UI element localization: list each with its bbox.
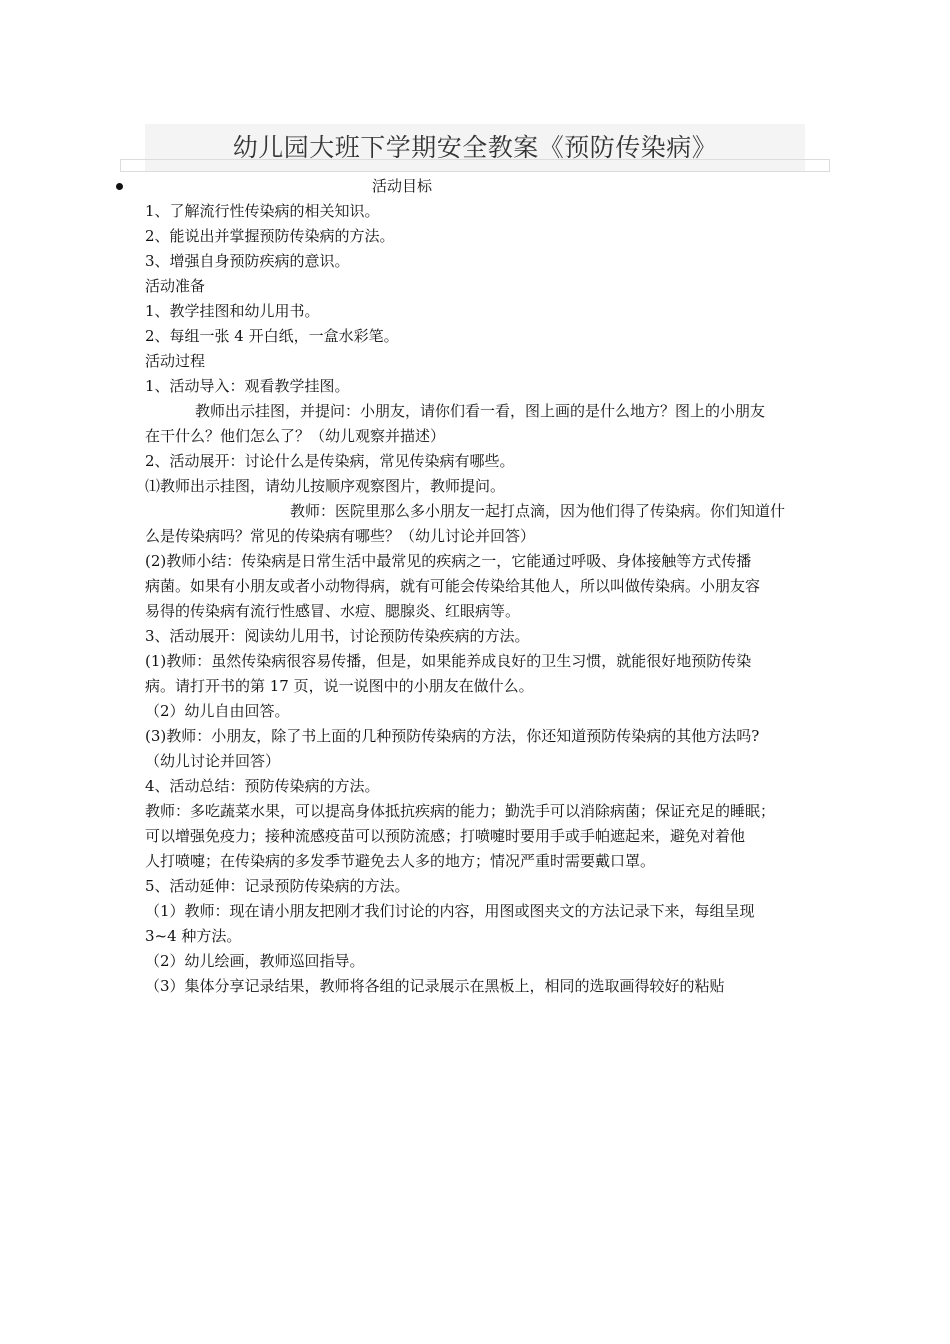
- body-line: 人打喷嚏；在传染病的多发季节避免去人多的地方；情况严重时需要戴口罩。: [145, 852, 656, 870]
- body-line: 4、活动总结：预防传染病的方法。: [145, 777, 380, 795]
- body-line: （2）幼儿自由回答。: [145, 702, 290, 720]
- body-line: 1、教学挂图和幼儿用书。: [145, 302, 320, 320]
- body-line: 2、每组一张 4 开白纸，一盒水彩笔。: [145, 327, 399, 345]
- body-line: 在干什么？他们怎么了？（幼儿观察并描述）: [145, 427, 446, 445]
- body-line: 3、增强自身预防疾病的意识。: [145, 252, 350, 270]
- body-line: （3）集体分享记录结果，教师将各组的记录展示在黑板上，相同的选取画得较好的粘贴: [145, 977, 725, 995]
- body-line: 可以增强免疫力；接种流感疫苗可以预防流感；打喷嚏时要用手或手帕遮起来，避免对着他: [145, 827, 746, 845]
- body-line: (2)教师小结：传染病是日常生活中最常见的疾病之一，它能通过呼吸、身体接触等方式传播: [145, 552, 752, 570]
- body-line: 2、活动展开：讨论什么是传染病，常见传染病有哪些。: [145, 452, 515, 470]
- section-heading-process: 活动过程: [145, 352, 206, 370]
- body-line: 么是传染病吗？常见的传染病有哪些？（幼儿讨论并回答）: [145, 527, 536, 545]
- body-line: （幼儿讨论并回答）: [145, 752, 281, 770]
- body-line: 教师：医院里那么多小朋友一起打点滴，因为他们得了传染病。你们知道什: [290, 502, 786, 520]
- body-line: （1）教师：现在请小朋友把刚才我们讨论的内容，用图或图夹文的方法记录下来，每组呈现: [145, 902, 755, 920]
- document-title: 幼儿园大班下学期安全教案《预防传染病》: [232, 133, 718, 162]
- body-line: 2、能说出并掌握预防传染病的方法。: [145, 227, 395, 245]
- body-line: 1、活动导入：观看教学挂图。: [145, 377, 350, 395]
- body-line: 病。请打开书的第 17 页，说一说图中的小朋友在做什么。: [145, 677, 534, 695]
- section-heading-goals: 活动目标: [372, 177, 433, 195]
- body-line: （2）幼儿绘画，教师巡回指导。: [145, 952, 365, 970]
- section-heading-preparation: 活动准备: [145, 277, 206, 295]
- body-line: 1、了解流行性传染病的相关知识。: [145, 202, 380, 220]
- document-body: [145, 174, 820, 999]
- body-line: (3)教师：小朋友，除了书上面的几种预防传染病的方法，你还知道预防传染病的其他方法吗?: [145, 727, 760, 745]
- body-line: 3、活动展开：阅读幼儿用书，讨论预防传染疾病的方法。: [145, 627, 530, 645]
- body-line: (1)教师：虽然传染病很容易传播，但是，如果能养成良好的卫生习惯，就能很好地预防传染: [145, 652, 752, 670]
- body-line: 易得的传染病有流行性感冒、水痘、腮腺炎、红眼病等。: [145, 602, 521, 620]
- body-line: 5、活动延伸：记录预防传染病的方法。: [145, 877, 410, 895]
- body-line: 病菌。如果有小朋友或者小动物得病，就有可能会传染给其他人，所以叫做传染病。小朋友容: [145, 577, 761, 595]
- body-line: ⑴教师出示挂图，请幼儿按顺序观察图片，教师提问。: [145, 477, 506, 495]
- body-line: 3~4 种方法。: [145, 927, 242, 945]
- body-line: 教师出示挂图，并提问：小朋友，请你们看一看，图上画的是什么地方？图上的小朋友: [195, 402, 766, 420]
- body-line: 教师：多吃蔬菜水果，可以提高身体抵抗疾病的能力；勤洗手可以消除病菌；保证充足的睡眠；: [145, 802, 776, 820]
- bullet-icon: [116, 183, 123, 190]
